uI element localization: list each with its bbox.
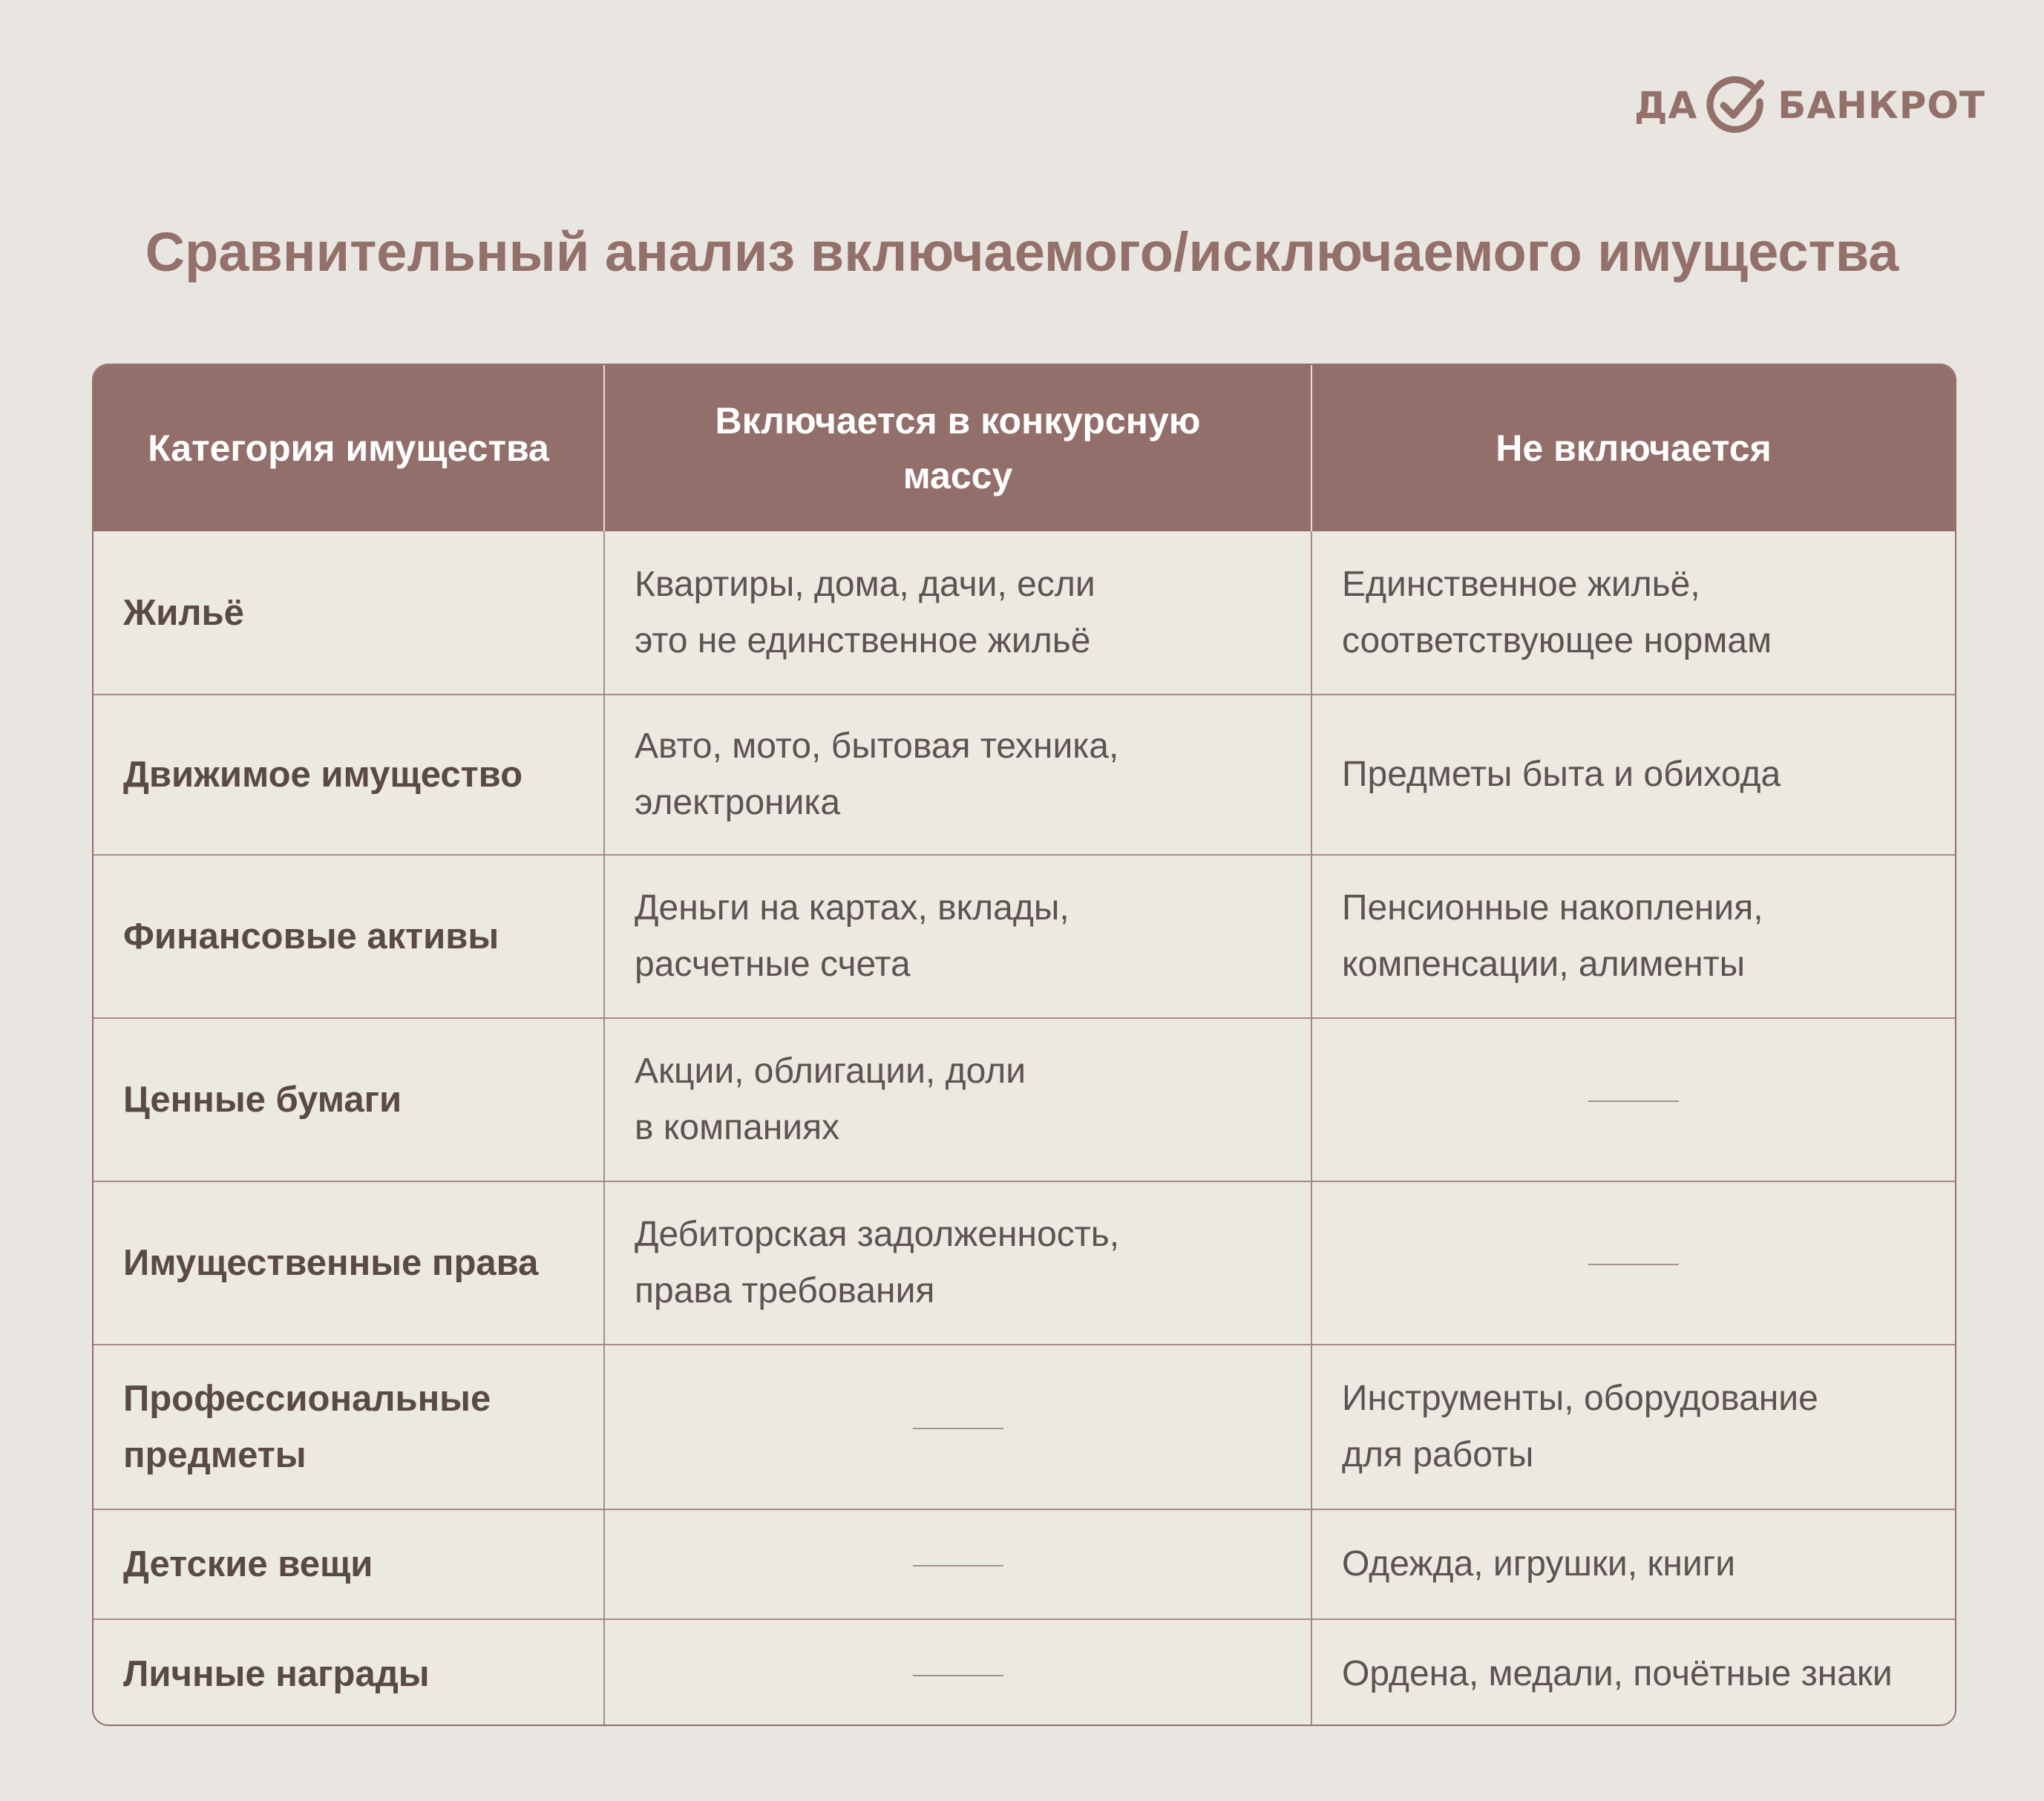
included-cell [604,531,1311,695]
table-row [94,695,1955,855]
excluded-cell [1311,695,1955,855]
category-cell [94,855,604,1018]
excluded-cell [1311,1619,1955,1726]
table-row [94,531,1955,695]
included-line: Дебиторская задолженность, [635,1215,1120,1254]
included-line: Авто, мото, бытовая техника, [635,726,1119,766]
included-line: права требования [635,1271,935,1310]
included-cell-empty [604,1345,1311,1509]
excluded-line: Предметы быта и обихода [1342,755,1781,794]
included-cell [604,855,1311,1018]
brand-logo [1634,76,1985,135]
header-excluded-label: Не включается [1496,427,1772,469]
excluded-cell [1311,855,1955,1018]
excluded-cell-empty [1311,1018,1955,1181]
category-line: Профессиональные [123,1379,491,1419]
included-line: Акции, облигации, доли [635,1052,1026,1091]
excluded-cell [1311,1345,1955,1509]
table-row [94,1181,1955,1345]
table-row [94,1509,1955,1619]
excluded-cell [1311,1509,1955,1619]
category-line: Ценные бумаги [123,1080,402,1120]
category-cell [94,1345,604,1509]
header-included [604,365,1311,531]
category-cell [94,695,604,855]
dash-placeholder [1588,1264,1679,1265]
table-row [94,1619,1955,1726]
category-cell [94,531,604,695]
category-cell [94,1619,604,1726]
category-cell [94,1181,604,1345]
dash-placeholder [1588,1100,1679,1102]
header-included-line: массу [903,455,1013,496]
table-header-row [94,365,1955,531]
table-row [94,1345,1955,1509]
category-line: Детские вещи [123,1544,373,1584]
excluded-line: Ордена, медали, почётные знаки [1342,1653,1893,1693]
excluded-line: для работы [1342,1435,1534,1474]
dash-placeholder [913,1428,1003,1429]
category-cell [94,1509,604,1619]
excluded-line: Инструменты, оборудование [1342,1379,1818,1418]
included-cell [604,695,1311,855]
excluded-line: Единственное жильё, [1342,564,1700,604]
excluded-cell-empty [1311,1181,1955,1345]
page-title: Сравнительный анализ включаемого/исключаемого имущества [145,221,1899,283]
included-line: в компаниях [635,1108,840,1147]
category-line: Жильё [123,592,244,633]
table-row [94,855,1955,1018]
category-line: Финансовые активы [123,916,499,957]
dash-placeholder [913,1565,1003,1567]
excluded-line: соответствующее нормам [1342,620,1772,660]
excluded-cell [1311,531,1955,695]
brand-right-text: БАНКРОТ [1778,84,1986,127]
category-line: Имущественные права [123,1243,539,1283]
included-line: Деньги на картах, вклады, [635,888,1070,928]
header-included-line: Включается в конкурсную [715,400,1201,442]
dash-placeholder [913,1675,1003,1676]
included-cell-empty [604,1509,1311,1619]
check-circle-icon [1705,74,1767,137]
brand-left-text: ДА [1634,84,1698,127]
header-category [94,365,604,531]
header-category-label: Категория имущества [148,427,549,469]
included-cell [604,1018,1311,1181]
included-cell [604,1181,1311,1345]
category-cell [94,1018,604,1181]
category-line: Движимое имущество [123,755,523,795]
category-line: Личные награды [123,1653,430,1694]
excluded-line: Пенсионные накопления, [1342,888,1763,928]
category-line: предметы [123,1435,307,1475]
table-row [94,1018,1955,1181]
included-cell-empty [604,1619,1311,1726]
header-excluded [1311,365,1955,531]
excluded-line: Одежда, игрушки, книги [1342,1544,1736,1584]
comparison-table [92,364,1956,1726]
excluded-line: компенсации, алименты [1342,945,1746,984]
included-line: расчетные счета [635,945,911,984]
included-line: электроника [635,783,841,822]
included-line: Квартиры, дома, дачи, если [635,564,1095,604]
included-line: это не единственное жильё [635,620,1091,660]
